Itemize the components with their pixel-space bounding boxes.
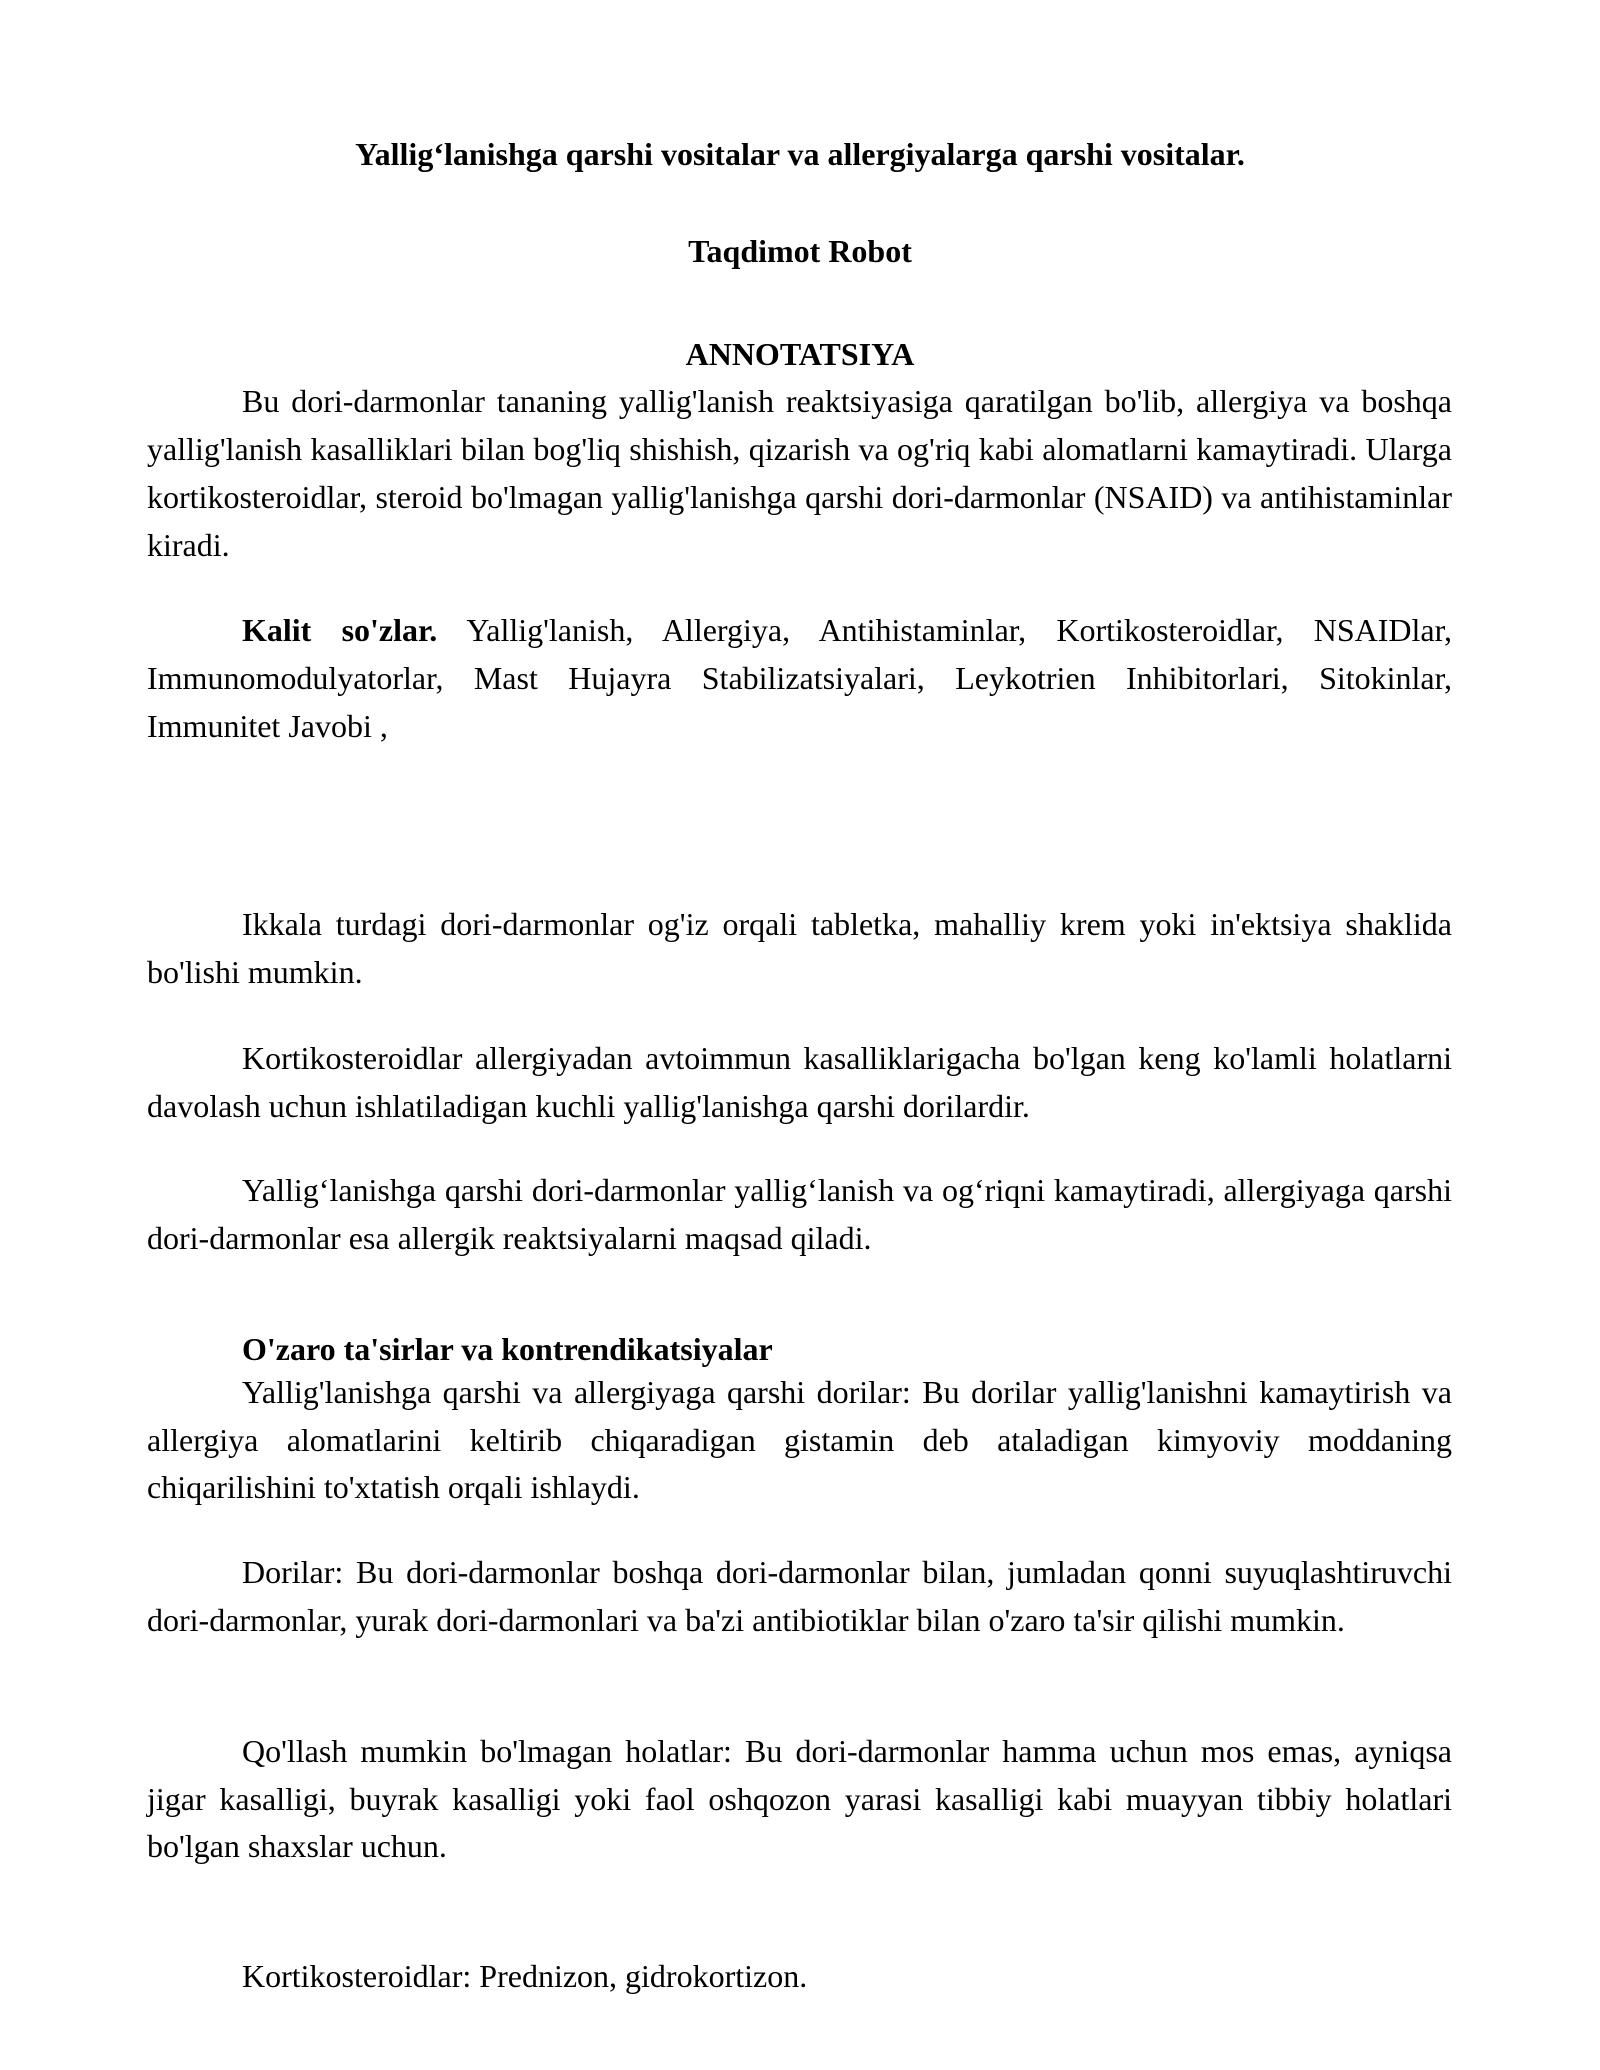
body-paragraph: Kortikosteroidlar allergiyadan avtoimmun kasalliklarigacha bo'lgan keng ko'lamli holatlarni davolash uchun ishlatiladigan kuchli yallig'lanishga qarshi dorilardir. [147,1040,1452,1124]
document-author: Taqdimot Robot [688,233,912,269]
section-paragraph: Qo'llash mumkin bo'lmagan holatlar: Bu dori-darmonlar hamma uchun mos emas, ayniqsa jigar kasalligi, buyrak kasalligi yoki faol oshqozon yarasi kasalligi kabi muayyan tibbiy holatlari bo'lgan shaxslar uchun. [147,1733,1452,1864]
keywords-list: Yallig'lanish, Allergiya, Antihistaminlar, Kortikosteroidlar, NSAIDlar, Immunomodulyatorlar, Mast Hujayra Stabilizatsiyalari, Leykotrien Inhibitorlari, Sitokinlar, Immunitet Javobi , [147,612,1452,744]
annotation-heading: ANNOTATSIYA [685,336,915,372]
document-title: Yallig‘lanishga qarshi vositalar va allergiyalarga qarshi vositalar. [355,136,1245,172]
keywords-label: Kalit so'zlar. [242,612,438,648]
body-paragraph: Yallig‘lanishga qarshi dori-darmonlar yallig‘lanish va og‘riqni kamaytiradi, allergiyaga qarshi dori-darmonlar esa allergik reaktsiyalarni maqsad qiladi. [147,1172,1452,1256]
keywords-paragraph [147,606,1452,750]
section-paragraph: Yallig'lanishga qarshi va allergiyaga qarshi dorilar: Bu dorilar yallig'lanishni kamaytirish va allergiya alomatlarini keltirib chiqaradigan gistamin deb ataladigan kimyoviy moddaning chiqarilishini to'xtatish orqali ishlaydi. [147,1374,1452,1505]
section-heading: O'zaro ta'sirlar va kontrendikatsiyalar [242,1331,773,1367]
annotation-paragraph: Bu dori-darmonlar tananing yallig'lanish reaktsiyasiga qaratilgan bo'lib, allergiya va boshqa yallig'lanish kasalliklari bilan bog'liq shishish, qizarish va og'riq kabi alomatlarni kamaytiradi. Ularga kortikosteroidlar, steroid bo'lmagan yallig'lanishga qarshi dori-darmonlar (NSAID) va antihistaminlar kiradi. [147,383,1452,563]
section-paragraph: Kortikosteroidlar: Prednizon, gidrokortizon. [242,1958,808,1994]
body-paragraph: Ikkala turdagi dori-darmonlar og'iz orqali tabletka, mahalliy krem yoki in'ektsiya shaklida bo'lishi mumkin. [147,906,1452,990]
section-paragraph: Dorilar: Bu dori-darmonlar boshqa dori-darmonlar bilan, jumladan qonni suyuqlashtiruvchi dori-darmonlar, yurak dori-darmonlari va ba'zi antibiotiklar bilan o'zaro ta'sir qilishi mumkin. [147,1554,1452,1638]
